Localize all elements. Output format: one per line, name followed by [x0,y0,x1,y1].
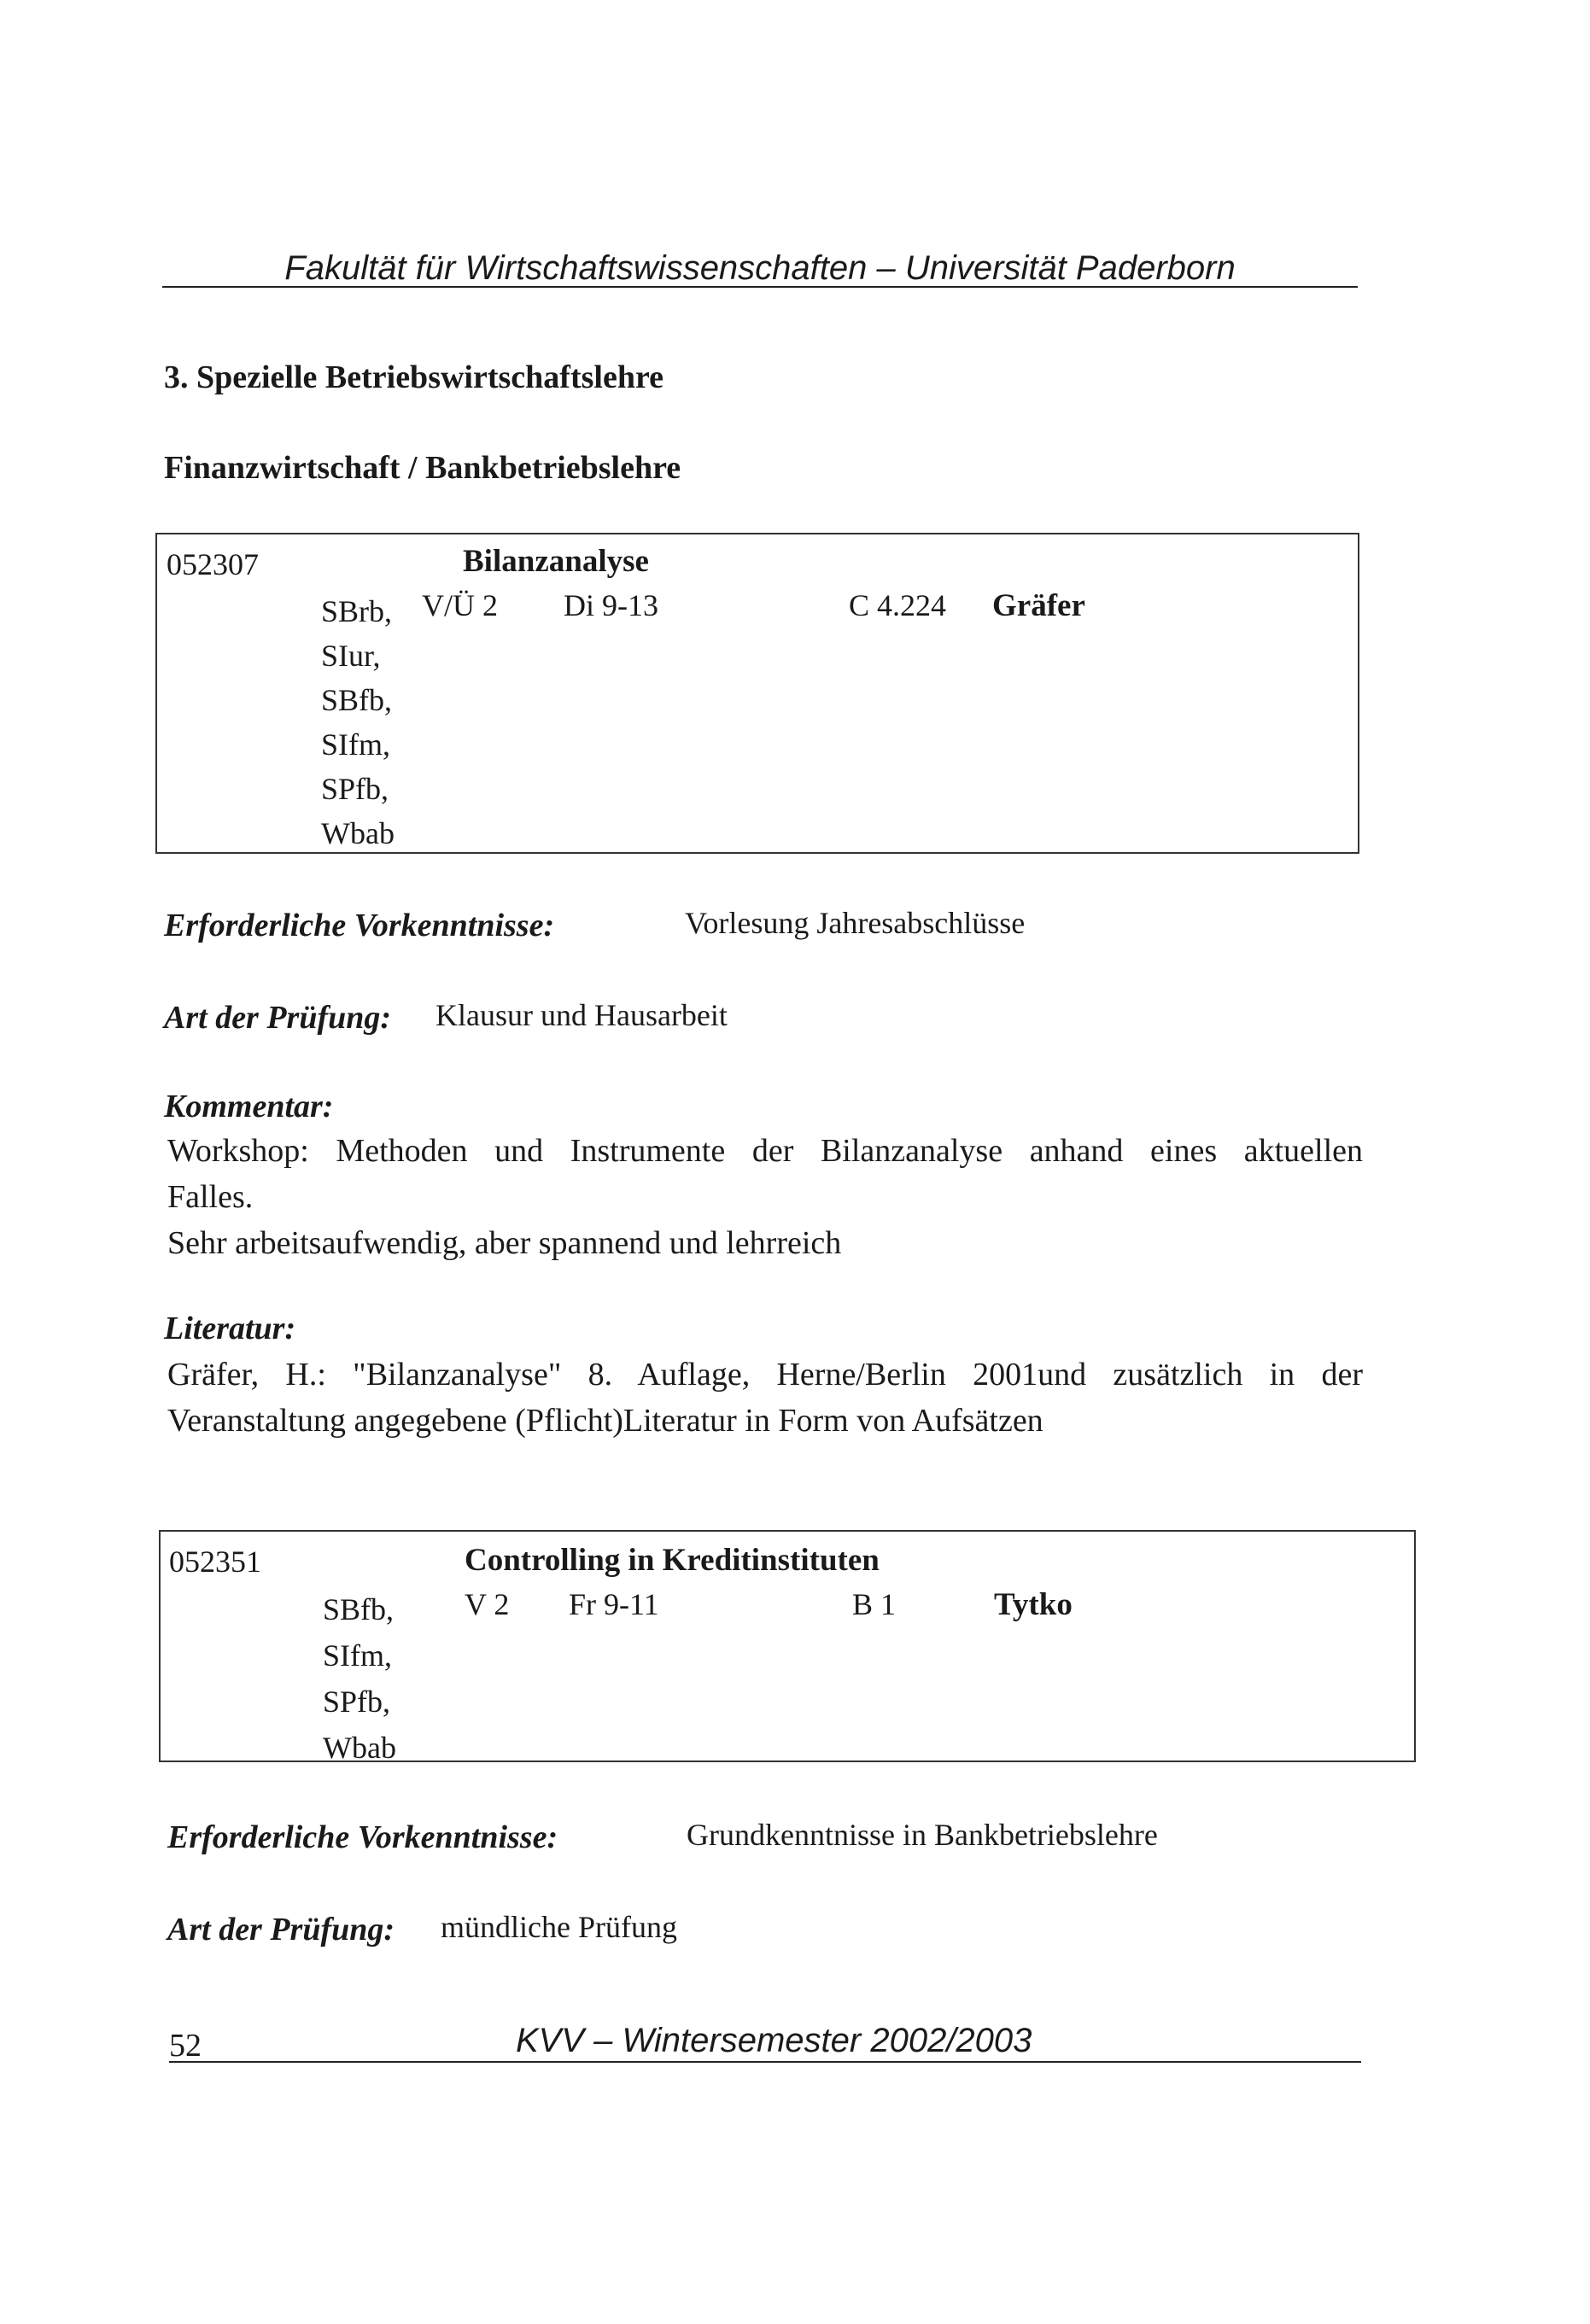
course-room: C 4.224 [849,588,947,622]
course-lecturer: Gräfer [992,588,1085,623]
program-list [323,1586,396,1771]
program-item: SIur, [321,639,381,673]
section-title: 3. Spezielle Betriebswirtschaftslehre [164,359,663,395]
header-rule [162,286,1358,288]
section-subtitle: Finanzwirtschaft / Bankbetriebslehre [164,450,681,486]
prereq-label: Erforderliche Vorkenntnisse: [167,1819,558,1855]
exam-label: Art der Prüfung: [164,1000,392,1036]
faculty-header: Fakultät für Wirtschaftswissenschaften – Universität Paderborn [284,249,1236,287]
footer-title: KVV – Wintersemester 2002/2003 [516,2022,1032,2059]
literature-line: Veranstaltung angegebene (Pflicht)Literatur in Form von Aufsätzen [167,1403,1043,1439]
course-type: V/Ü 2 [422,588,498,622]
course-title: Bilanzanalyse [463,544,649,579]
course-time: Fr 9-11 [569,1587,659,1621]
exam-value: mündliche Prüfung [441,1910,677,1944]
program-item: SPfb, [323,1685,391,1719]
page-number: 52 [169,2028,202,2064]
program-list [321,589,395,855]
program-item: SIfm, [321,727,390,762]
program-item: SIfm, [323,1638,392,1673]
course-room: B 1 [852,1587,897,1621]
footer-rule [169,2061,1361,2063]
program-item: SBrb, [321,594,393,628]
course-time: Di 9-13 [564,588,658,622]
prereq-label: Erforderliche Vorkenntnisse: [164,908,555,943]
program-item: SPfb, [321,772,389,806]
prereq-value: Vorlesung Jahresabschlüsse [685,906,1026,940]
program-item: Wbab [321,816,395,850]
exam-label: Art der Prüfung: [167,1912,395,1947]
literature-label: Literatur: [164,1311,296,1346]
comment-line: Falles. [167,1179,254,1215]
program-item: SBfb, [323,1592,395,1626]
course-number: 052307 [167,547,259,581]
prereq-value: Grundkenntnisse in Bankbetriebslehre [687,1818,1158,1852]
course-type: V 2 [465,1587,510,1621]
comment-line: Sehr arbeitsaufwendig, aber spannend und lehrreich [167,1225,842,1261]
course-number: 052351 [169,1544,261,1579]
comment-label: Kommentar: [164,1089,334,1124]
program-item: SBfb, [321,683,393,717]
course-lecturer: Tytko [994,1587,1073,1622]
comment-line: Workshop: Methoden und Instrumente der Bilanzanalyse anhand eines aktuellen [167,1133,1363,1169]
literature-line: Gräfer, H.: "Bilanzanalyse" 8. Auflage, Herne/Berlin 2001und zusätzlich in der [167,1357,1363,1393]
program-item: Wbab [323,1731,396,1765]
exam-value: Klausur und Hausarbeit [435,998,728,1032]
course-title: Controlling in Kreditinstituten [465,1543,880,1578]
